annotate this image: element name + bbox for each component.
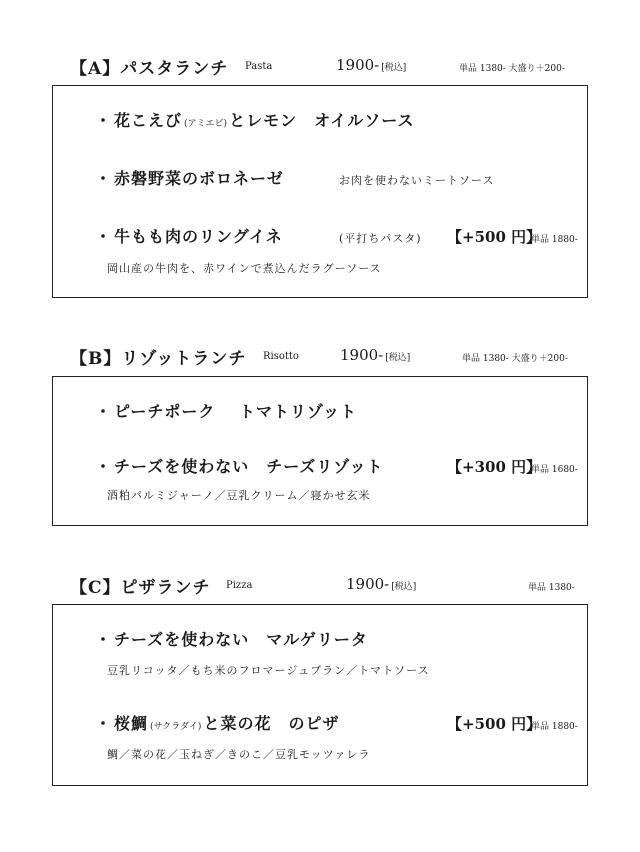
menu-box xyxy=(52,376,588,526)
extra-single-price: 単品 1880- xyxy=(531,235,578,245)
menu-item xyxy=(95,711,339,734)
bullet: ・ xyxy=(95,402,113,421)
item-name: 花こえび xyxy=(114,111,183,130)
section-price xyxy=(336,56,406,74)
item-note: お肉を使わないミートソース xyxy=(339,174,495,187)
item-name-rest: と菜の花 のピザ xyxy=(203,714,340,733)
item-name: 桜鯛 xyxy=(114,714,149,733)
item-description: 酒粕パルミジャーノ／豆乳クリーム／寝かせ玄米 xyxy=(107,489,371,502)
extra-charge: 【+300 円】 xyxy=(447,458,542,476)
bullet: ・ xyxy=(95,111,113,130)
section-price xyxy=(346,575,416,593)
item-description: 鯛／菜の花／玉ねぎ／きのこ／豆乳モッツァレラ xyxy=(107,748,371,761)
extra-single-price: 単品 1680- xyxy=(531,465,578,475)
menu-item xyxy=(95,224,283,247)
item-name: 赤磐野菜のボロネーゼ xyxy=(114,169,284,188)
section-title: 【B】リゾットランチ xyxy=(70,349,247,369)
section-header xyxy=(0,573,640,599)
item-name: 牛もも肉のリングイネ xyxy=(114,227,283,246)
section-english-name: Risotto xyxy=(263,351,299,362)
item-note: (平打ちパスタ) xyxy=(339,232,422,245)
bullet: ・ xyxy=(95,457,113,476)
single-price-note: 単品 1380- 大盛り＋200- xyxy=(459,64,565,74)
price-value: 1900- xyxy=(346,575,390,593)
tax-label: [税込] xyxy=(391,582,417,592)
section-price xyxy=(340,346,410,364)
item-reading: (サクラダイ) xyxy=(150,722,202,732)
item-reading: (アミエビ) xyxy=(184,119,228,129)
item-name-rest: とレモン オイルソース xyxy=(229,111,415,130)
menu-item xyxy=(95,627,368,650)
item-name: チーズを使わない マルゲリータ xyxy=(114,630,368,649)
menu-box xyxy=(52,604,588,786)
section-header xyxy=(0,344,640,370)
section-title: 【A】パスタランチ xyxy=(70,59,229,79)
item-description: 豆乳リコッタ／もち米のフロマージュブラン／トマトソース xyxy=(107,664,430,677)
extra-charge: 【+500 円】 xyxy=(447,715,542,733)
menu-item xyxy=(95,399,357,422)
section-english-name: Pizza xyxy=(226,580,253,591)
bullet: ・ xyxy=(95,630,113,649)
item-name: チーズを使わない チーズリゾット xyxy=(114,457,384,476)
bullet: ・ xyxy=(95,227,113,246)
item-name: ピーチポーク トマトリゾット xyxy=(114,402,357,421)
price-value: 1900- xyxy=(340,346,384,364)
menu-item xyxy=(95,454,383,477)
item-description: 岡山産の牛肉を、赤ワインで煮込んだラグーソース xyxy=(107,262,382,275)
tax-label: [税込] xyxy=(381,63,407,73)
extra-charge: 【+500 円】 xyxy=(447,228,542,246)
single-price-note: 単品 1380- xyxy=(528,583,575,593)
section-header xyxy=(0,54,640,80)
menu-item xyxy=(95,166,284,189)
section-title: 【C】ピザランチ xyxy=(70,578,211,598)
section-english-name: Pasta xyxy=(245,61,273,72)
extra-single-price: 単品 1880- xyxy=(531,722,578,732)
menu-box xyxy=(52,85,588,298)
price-value: 1900- xyxy=(336,56,380,74)
bullet: ・ xyxy=(95,714,113,733)
bullet: ・ xyxy=(95,169,113,188)
tax-label: [税込] xyxy=(385,353,411,363)
single-price-note: 単品 1380- 大盛り＋200- xyxy=(462,354,568,364)
menu-item xyxy=(95,108,414,131)
